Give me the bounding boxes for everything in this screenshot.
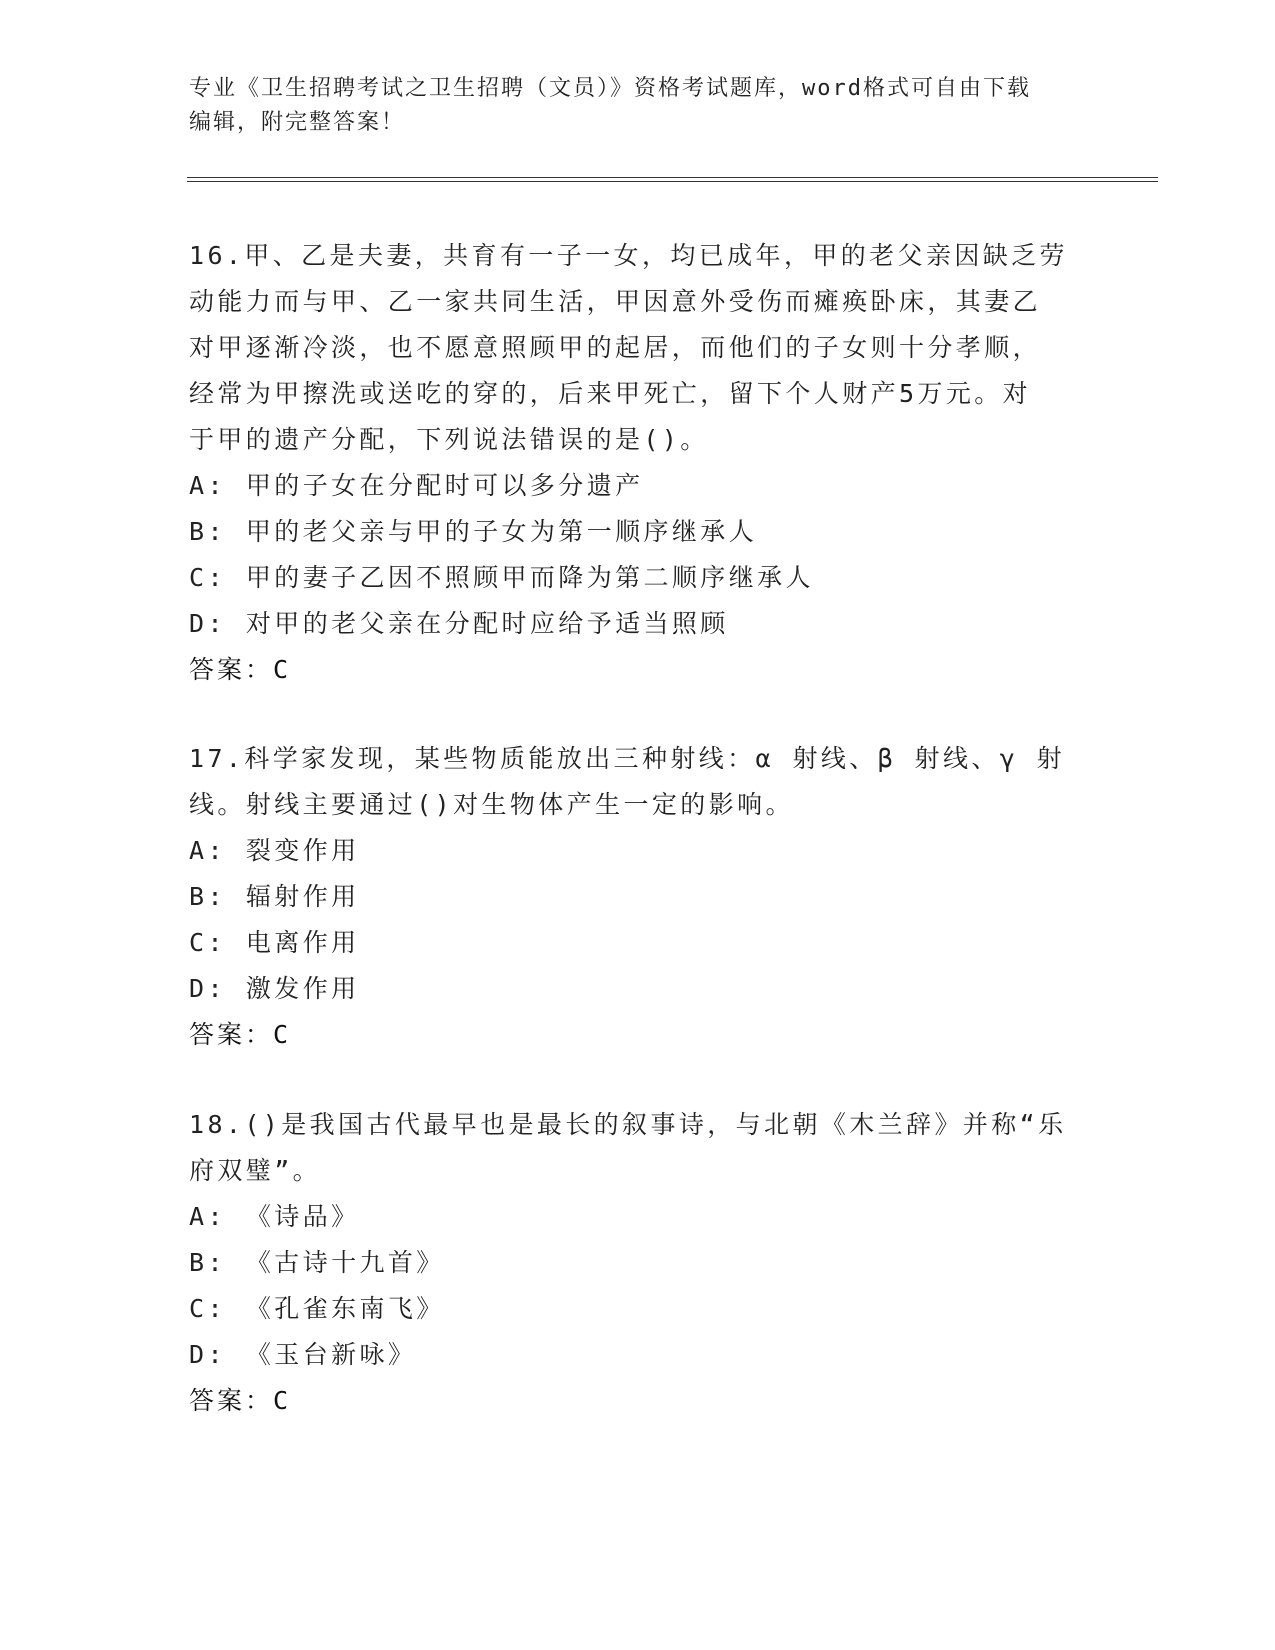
option-c	[189, 1286, 1089, 1332]
option-text: 《古诗十九首》	[245, 1248, 445, 1277]
option-b	[189, 874, 1089, 920]
question-stem-line: 于甲的遗产分配，下列说法错误的是()。	[189, 425, 709, 454]
option-letter: D:	[189, 1340, 226, 1369]
option-a	[189, 828, 1089, 874]
option-text: 激发作用	[245, 974, 360, 1003]
question-stem-line: 线。射线主要通过()对生物体产生一定的影响。	[189, 790, 794, 819]
header-line-1: 专业《卫生招聘考试之卫生招聘（文员）》资格考试题库，word格式可自由下载	[189, 76, 1031, 101]
option-a	[189, 463, 1089, 509]
document-header	[189, 72, 1089, 140]
header-divider	[187, 177, 1158, 182]
answer-line: 答案：C	[189, 1020, 292, 1049]
option-text: 对甲的老父亲在分配时应给予适当照顾	[245, 609, 729, 638]
option-text: 甲的妻子乙因不照顾甲而降为第二顺序继承人	[245, 563, 814, 592]
option-letter: D:	[189, 974, 226, 1003]
header-line-2: 编辑，附完整答案！	[189, 110, 406, 135]
option-letter: A:	[189, 471, 226, 500]
option-letter: C:	[189, 1294, 226, 1323]
option-letter: D:	[189, 609, 226, 638]
option-text: 电离作用	[245, 928, 360, 957]
option-letter: C:	[189, 563, 226, 592]
option-d	[189, 601, 1089, 647]
question-16	[189, 233, 1089, 693]
option-c	[189, 920, 1089, 966]
option-b	[189, 1240, 1089, 1286]
option-c	[189, 555, 1089, 601]
option-text: 甲的子女在分配时可以多分遗产	[245, 471, 644, 500]
question-stem-line: 经常为甲擦洗或送吃的穿的，后来甲死亡，留下个人财产5万元。对	[189, 379, 1032, 408]
question-17	[189, 736, 1089, 1058]
option-d	[189, 1332, 1089, 1378]
option-b	[189, 509, 1089, 555]
question-stem-line: 17.科学家发现，某些物质能放出三种射线：α 射线、β 射线、γ 射	[189, 744, 1066, 773]
answer-line: 答案：C	[189, 655, 292, 684]
option-letter: C:	[189, 928, 226, 957]
option-a	[189, 1194, 1089, 1240]
question-stem-line: 18.()是我国古代最早也是最长的叙事诗，与北朝《木兰辞》并称“乐	[189, 1110, 1067, 1139]
option-text: 《诗品》	[245, 1202, 360, 1231]
option-letter: B:	[189, 882, 226, 911]
option-letter: A:	[189, 836, 226, 865]
question-stem-line: 对甲逐渐冷淡，也不愿意照顾甲的起居，而他们的子女则十分孝顺，	[189, 333, 1042, 362]
question-stem-line: 16.甲、乙是夫妻，共育有一子一女，均已成年，甲的老父亲因缺乏劳	[189, 241, 1068, 270]
option-text: 甲的老父亲与甲的子女为第一顺序继承人	[245, 517, 758, 546]
option-text: 辐射作用	[245, 882, 360, 911]
divider-line-top	[187, 177, 1158, 178]
option-letter: B:	[189, 1248, 226, 1277]
option-text: 裂变作用	[245, 836, 360, 865]
option-d	[189, 966, 1089, 1012]
option-text: 《孔雀东南飞》	[245, 1294, 445, 1323]
option-letter: B:	[189, 517, 226, 546]
option-text: 《玉台新咏》	[245, 1340, 417, 1369]
question-18	[189, 1102, 1089, 1424]
option-letter: A:	[189, 1202, 226, 1231]
question-stem-line: 府双璧”。	[189, 1156, 322, 1185]
answer-line: 答案：C	[189, 1386, 292, 1415]
question-stem-line: 动能力而与甲、乙一家共同生活，甲因意外受伤而瘫痪卧床，其妻乙	[189, 287, 1042, 316]
divider-line-bottom	[187, 181, 1158, 182]
